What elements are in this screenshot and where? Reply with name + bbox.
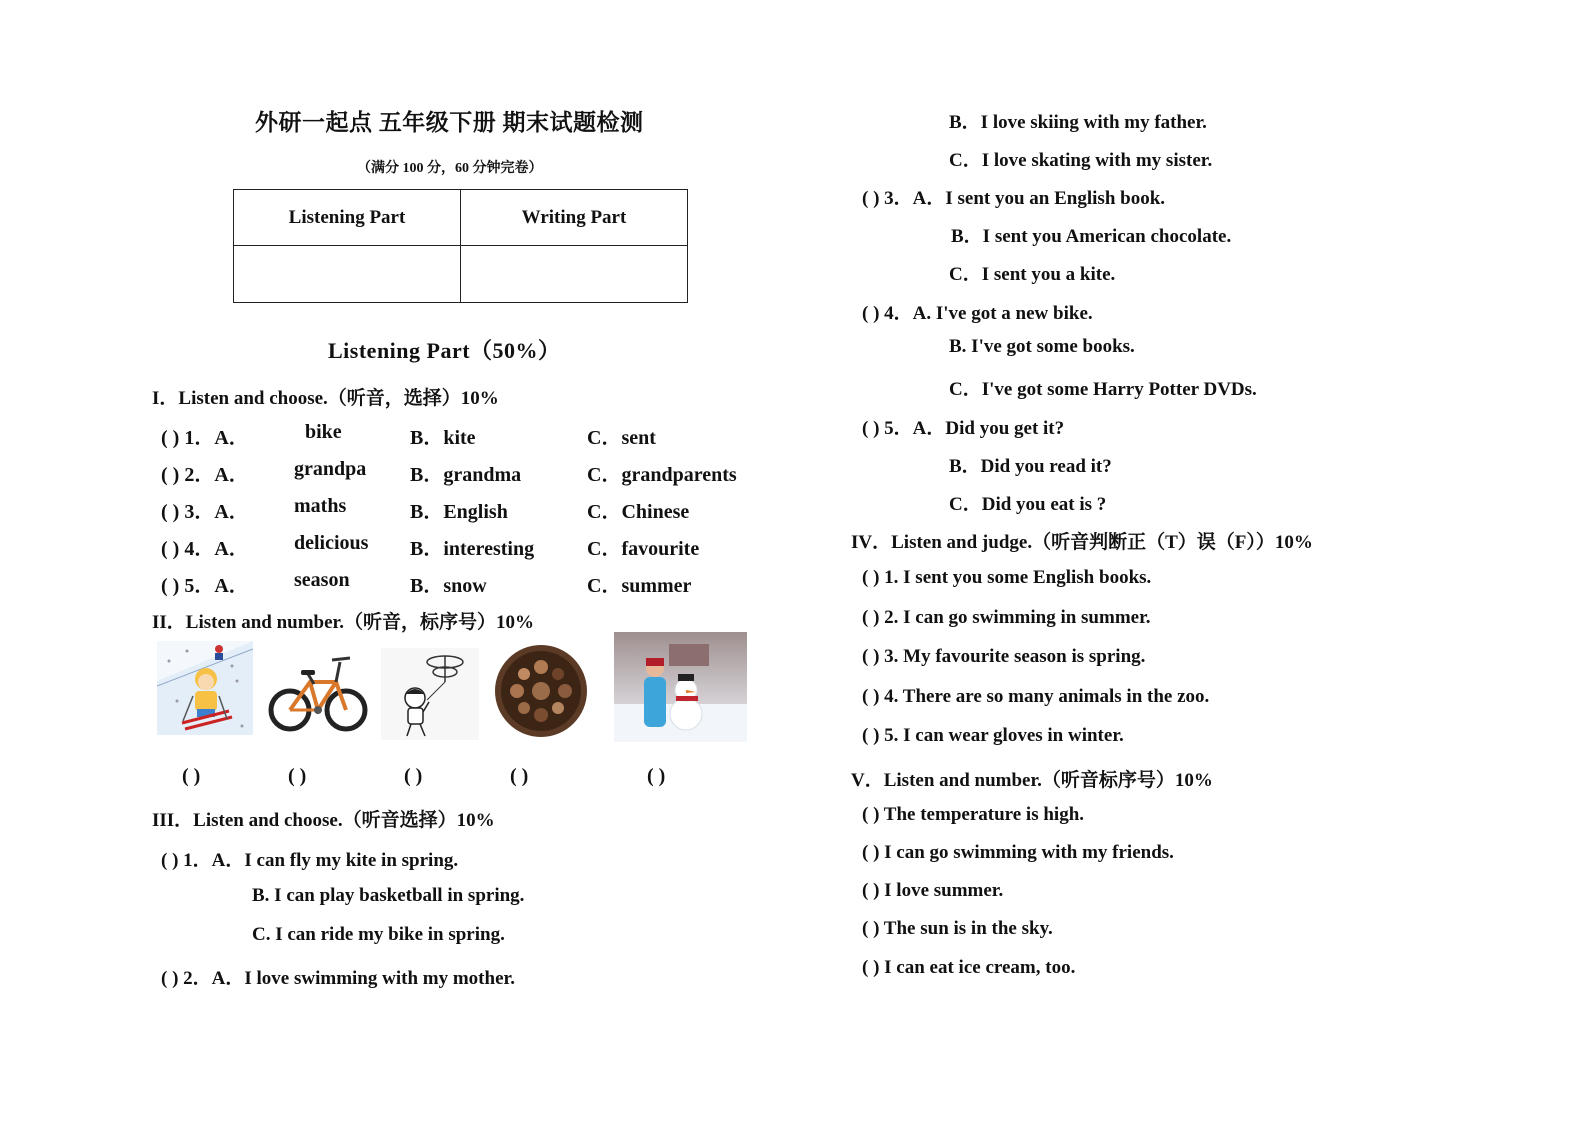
page-title: 外研一起点 五年级下册 期末试题检测 [255,110,644,135]
boy-with-kite-picture [381,648,479,740]
section1-option-c: C．summer [587,575,692,597]
section1-option-b: B．grandma [410,464,522,486]
section1-option-c: C．Chinese [587,501,690,523]
section3-line: B．I love skiing with my father. [949,112,1207,133]
section1-option-a: maths [294,495,347,517]
section4-item: ( ) 4. There are so many animals in the zoo. [862,686,1210,707]
section3-line: C．Did you eat is ? [949,494,1107,515]
section5-item: ( ) The temperature is high. [862,804,1085,825]
picture-number-bracket[interactable]: ( ) [288,765,307,787]
score-table [233,189,688,303]
listening-part-heading: Listening Part（50%） [328,338,561,363]
section1-option-c: C．favourite [587,538,700,560]
section5-item: ( ) I can eat ice cream, too. [862,957,1076,978]
listening-part-header: Listening Part [234,190,461,246]
bicycle-picture [268,648,368,740]
section4-item: ( ) 5. I can wear gloves in winter. [862,725,1124,746]
section1-option-b: B．interesting [410,538,535,560]
section1-item-prefix: ( ) 2．A． [161,464,249,486]
box-of-chocolates-picture [489,643,593,740]
section3-line: ( ) 4．A. I've got a new bike. [862,303,1093,324]
section1-option-b: B．English [410,501,508,523]
writing-score-cell[interactable] [461,246,688,303]
section1-option-c: C．sent [587,427,656,449]
section3-line: ( ) 2．A．I love swimming with my mother. [161,968,515,989]
picture-number-bracket[interactable]: ( ) [182,765,201,787]
section3-line: ( ) 3．A．I sent you an English book. [862,188,1166,209]
picture-number-bracket[interactable]: ( ) [647,765,666,787]
section5-item: ( ) The sun is in the sky. [862,918,1053,939]
section1-option-c: C．grandparents [587,464,737,486]
section1-item-prefix: ( ) 1．A． [161,427,249,449]
section3-line: B．I sent you American chocolate. [951,226,1232,247]
section3-line: B. I've got some books. [949,336,1135,357]
section1-option-b: B．snow [410,575,487,597]
section1-item-prefix: ( ) 3．A． [161,501,249,523]
section1-option-a: season [294,569,350,591]
section1-item-prefix: ( ) 4．A． [161,538,249,560]
section1-option-a: bike [305,421,342,443]
section3-line: ( ) 5．A．Did you get it? [862,418,1065,439]
section5-item: ( ) I can go swimming with my friends. [862,842,1174,863]
section3-line: B．Did you read it? [949,456,1112,477]
section4-item: ( ) 2. I can go swimming in summer. [862,607,1151,628]
section1-option-a: grandpa [294,458,367,480]
writing-part-header: Writing Part [461,190,688,246]
skiing-child-picture [157,641,253,735]
picture-number-bracket[interactable]: ( ) [510,765,529,787]
section5-item: ( ) I love summer. [862,880,1004,901]
section3-line: C. I can ride my bike in spring. [252,924,505,945]
snowman-in-snow-picture [614,632,747,742]
section1-option-b: B．kite [410,427,476,449]
section1-item-prefix: ( ) 5．A． [161,575,249,597]
section2-heading: II．Listen and number.（听音，标序号）10% [152,612,534,633]
section3-heading: III．Listen and choose.（听音选择）10% [152,810,495,831]
picture-number-bracket[interactable]: ( ) [404,765,423,787]
section3-line: C．I sent you a kite. [949,264,1116,285]
section4-heading: IV．Listen and judge.（听音判断正（T）误（F））10% [851,532,1313,553]
section3-line: B. I can play basketball in spring. [252,885,525,906]
page-subtitle: （满分 100 分，60 分钟完卷） [357,161,543,176]
section3-line: ( ) 1．A．I can fly my kite in spring. [161,850,459,871]
section3-line: C．I love skating with my sister. [949,150,1213,171]
section1-option-a: delicious [294,532,369,554]
section4-item: ( ) 1. I sent you some English books. [862,567,1152,588]
listening-score-cell[interactable] [234,246,461,303]
section3-line: C．I've got some Harry Potter DVDs. [949,379,1257,400]
section1-heading: I．Listen and choose.（听音，选择）10% [152,388,499,409]
section4-item: ( ) 3. My favourite season is spring. [862,646,1146,667]
section5-heading: V．Listen and number.（听音标序号）10% [851,770,1213,791]
